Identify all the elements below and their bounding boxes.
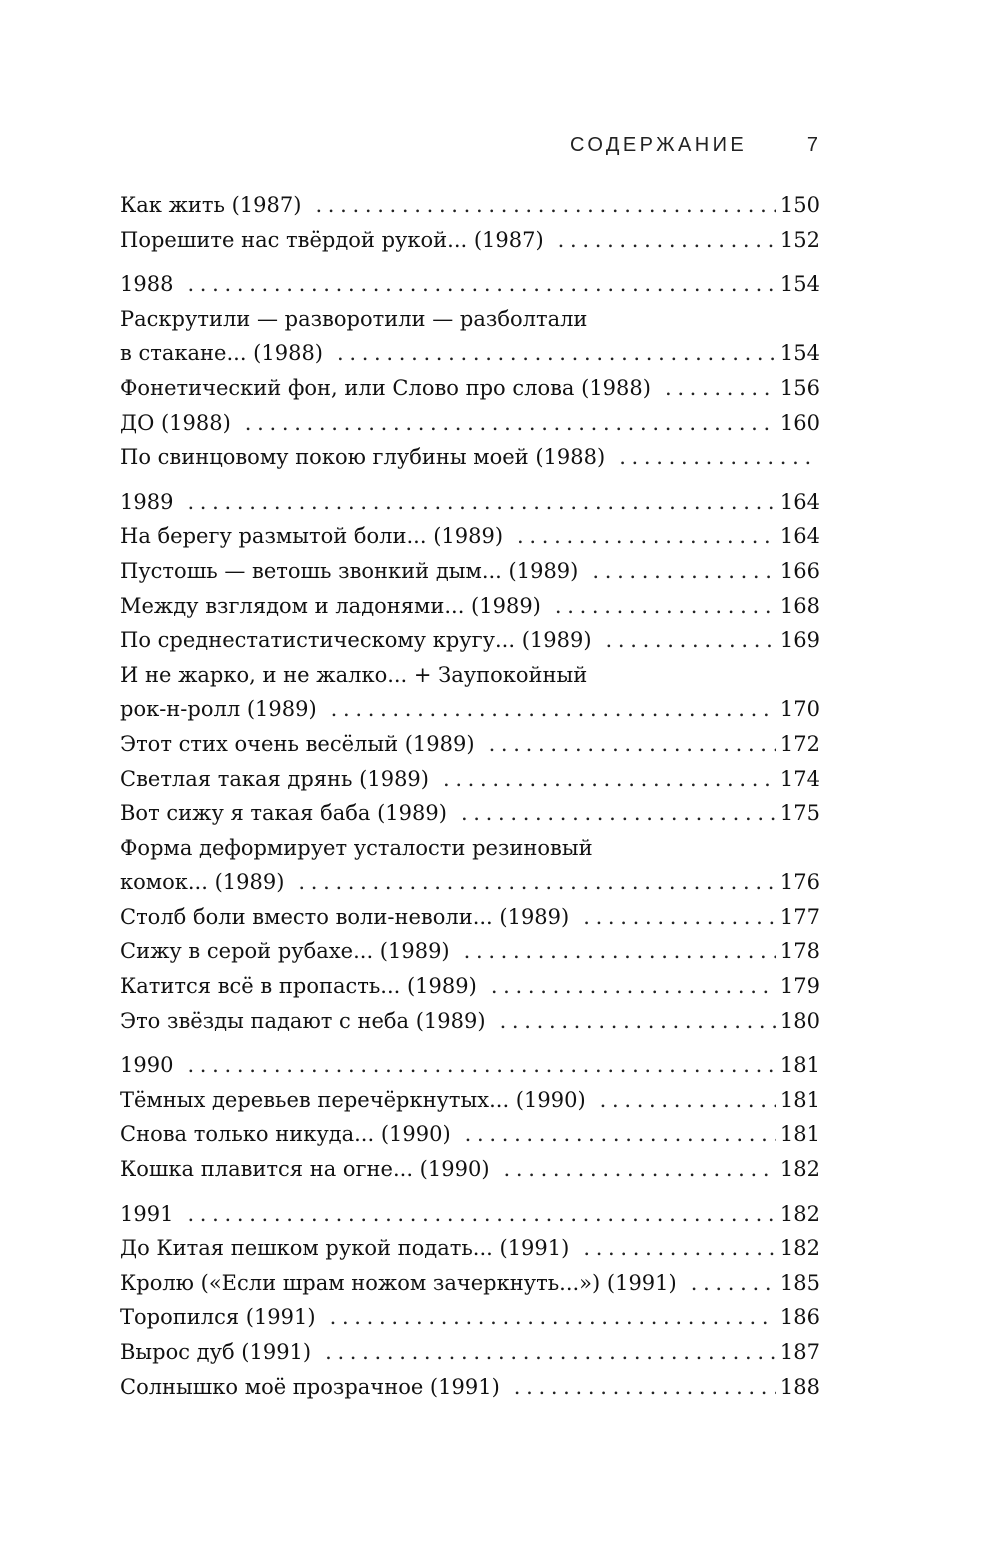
dot-leader: [461, 796, 776, 831]
dot-leader: [245, 406, 776, 441]
dot-leader: [517, 519, 776, 554]
toc-entry-line: [120, 1048, 820, 1083]
toc-year-heading: [120, 485, 820, 520]
toc-entry-title: Кошка плавится на огне... (1990): [120, 1157, 490, 1182]
dot-leader: [555, 589, 776, 624]
dot-leader: [491, 969, 776, 1004]
toc-entry-line: [120, 796, 820, 831]
toc-entry-line: [120, 969, 820, 1004]
toc-entry-title: 1990: [120, 1053, 174, 1078]
toc-page-number: 177: [779, 904, 820, 929]
toc-entry-title: Столб боли вместо воли-неволи... (1989): [120, 904, 570, 929]
toc-entry: [120, 900, 820, 935]
toc-year-heading: [120, 267, 820, 302]
dot-leader: [583, 1231, 776, 1266]
toc-entry-title: Это звёзды падают с неба (1989): [120, 1008, 486, 1033]
toc-page-number: 182: [779, 1236, 820, 1261]
toc-entry: [120, 1152, 820, 1187]
toc-page-number: 181: [779, 1053, 820, 1078]
toc-entry-line: [120, 1266, 820, 1301]
toc-entry-line: [120, 485, 820, 520]
dot-leader: [619, 440, 816, 475]
toc-entry-title: Этот стих очень весёлый (1989): [120, 731, 475, 756]
toc-page-number: 164: [779, 489, 820, 514]
toc-entry-title: Раскрутили — разворотили — разболтали: [120, 306, 588, 331]
toc-page-number: 182: [779, 1201, 820, 1226]
dot-leader: [187, 1197, 775, 1232]
toc-entry: [120, 188, 820, 223]
toc-page-number: 164: [779, 524, 820, 549]
toc-entry-title: До Китая пешком рукой подать... (1991): [120, 1236, 570, 1261]
toc-entry-line: [120, 554, 820, 589]
toc-entry: [120, 1370, 820, 1405]
toc-entry: [120, 1231, 820, 1266]
toc-page-number: 174: [779, 766, 820, 791]
toc-entry: [120, 934, 820, 969]
toc-entry-title: 1991: [120, 1201, 174, 1226]
toc-page-number: 185: [779, 1270, 820, 1295]
toc-entry-title: Торопился (1991): [120, 1305, 316, 1330]
toc-page-number: 179: [779, 974, 820, 999]
toc-entry: [120, 1335, 820, 1370]
toc-entry: [120, 371, 820, 406]
toc-entry-line: [120, 302, 820, 337]
toc-entry-line: [120, 371, 820, 406]
toc-entry-line: [120, 1335, 820, 1370]
table-of-contents: [120, 188, 820, 1404]
toc-entry-line: [120, 406, 820, 441]
toc-entry: [120, 1004, 820, 1039]
dot-leader: [558, 223, 776, 258]
toc-entry-title: 1989: [120, 489, 174, 514]
toc-page-number: 154: [779, 341, 820, 366]
dot-leader: [514, 1370, 776, 1405]
dot-leader: [606, 623, 776, 658]
dot-leader: [583, 900, 776, 935]
toc-entry-line: [120, 440, 820, 475]
toc-entry: [120, 302, 820, 371]
toc-entry-line: [120, 1231, 820, 1266]
toc-entry-title: Снова только никуда... (1990): [120, 1122, 451, 1147]
toc-entry-line: [120, 831, 820, 866]
dot-leader: [337, 336, 776, 371]
toc-entry-line: [120, 900, 820, 935]
toc-page-number: 178: [779, 939, 820, 964]
toc-page-number: 150: [779, 193, 820, 217]
running-header: [570, 134, 820, 164]
toc-entry-title: 1988: [120, 272, 174, 297]
toc-entry-title: Пустошь — ветошь звонкий дым... (1989): [120, 558, 579, 583]
dot-leader: [665, 371, 776, 406]
dot-leader: [331, 692, 776, 727]
toc-entry: [120, 796, 820, 831]
toc-page-number: 160: [779, 410, 820, 435]
toc-entry-title: Сижу в серой рубахе... (1989): [120, 939, 450, 964]
toc-entry-title: Кролю («Если шрам ножом зачеркнуть...») (1991): [120, 1270, 677, 1295]
toc-entry-title: На берегу размытой боли... (1989): [120, 524, 504, 549]
toc-page-number: 156: [779, 375, 820, 400]
toc-entry-title: И не жарко, и не жалко... + Заупокойный: [120, 662, 588, 687]
toc-entry-line: [120, 1197, 820, 1232]
toc-entry: [120, 658, 820, 727]
toc-page-number: 181: [779, 1087, 820, 1112]
toc-year-heading: [120, 1197, 820, 1232]
toc-entry-title: Катится всё в пропасть... (1989): [120, 974, 477, 999]
toc-entry-title: Тёмных деревьев перечёркнутых... (1990): [120, 1087, 586, 1112]
toc-page-number: 172: [779, 731, 820, 756]
dot-leader: [691, 1266, 776, 1301]
toc-year-heading: [120, 1048, 820, 1083]
toc-page-number: 170: [779, 697, 820, 722]
toc-entry-line: [120, 1300, 820, 1335]
toc-entry: [120, 727, 820, 762]
dot-leader: [600, 1083, 776, 1118]
toc-entry: [120, 1117, 820, 1152]
dot-leader: [465, 1117, 776, 1152]
toc-entry-title: По среднестатистическому кругу... (1989): [120, 628, 592, 653]
dot-leader: [330, 1300, 776, 1335]
dot-leader: [489, 727, 776, 762]
toc-page-number: 168: [779, 593, 820, 618]
dot-leader: [504, 1152, 776, 1187]
dot-leader: [443, 762, 776, 797]
toc-entry: [120, 969, 820, 1004]
header-page-number: 7: [806, 134, 818, 156]
toc-entry: [120, 1083, 820, 1118]
toc-entry-line: [120, 188, 820, 223]
toc-page-number: 188: [779, 1374, 820, 1399]
toc-entry-line: [120, 658, 820, 693]
toc-entry-line: [120, 519, 820, 554]
dot-leader: [187, 267, 775, 302]
toc-entry-line: [120, 934, 820, 969]
dot-leader: [315, 188, 775, 223]
dot-leader: [325, 1335, 776, 1370]
dot-leader: [592, 554, 776, 589]
toc-page-number: 176: [779, 870, 820, 895]
toc-entry-line: [120, 865, 820, 900]
dot-leader: [464, 934, 776, 969]
toc-entry-title: Как жить (1987): [120, 193, 302, 217]
toc-page-number: 166: [779, 558, 820, 583]
toc-page-number: 154: [779, 272, 820, 297]
toc-entry-title: Светлая такая дрянь (1989): [120, 766, 429, 791]
toc-entry-line: [120, 1083, 820, 1118]
toc-entry: [120, 831, 820, 900]
toc-entry-line: [120, 223, 820, 258]
toc-entry-line: [120, 1004, 820, 1039]
toc-entry-title: Фонетический фон, или Слово про слова (1988): [120, 375, 651, 400]
toc-entry: [120, 554, 820, 589]
toc-entry-line: [120, 589, 820, 624]
toc-entry-title: Порешите нас твёрдой рукой... (1987): [120, 227, 544, 252]
toc-entry-title: Между взглядом и ладонями... (1989): [120, 593, 541, 618]
toc-page-number: 186: [779, 1305, 820, 1330]
toc-page-number: 180: [779, 1008, 820, 1033]
toc-page-number: 175: [779, 801, 820, 826]
toc-entry-line: [120, 1117, 820, 1152]
dot-leader: [500, 1004, 776, 1039]
toc-entry: [120, 223, 820, 258]
toc-page-number: 169: [779, 628, 820, 653]
toc-page-number: 181: [779, 1122, 820, 1147]
header-title: СОДЕРЖАНИЕ: [570, 134, 748, 156]
toc-entry-title: комок... (1989): [120, 870, 285, 895]
toc-entry: [120, 623, 820, 658]
toc-entry: [120, 406, 820, 441]
toc-entry-line: [120, 692, 820, 727]
toc-page-number: 182: [779, 1157, 820, 1182]
toc-entry-line: [120, 762, 820, 797]
toc-entry: [120, 589, 820, 624]
toc-entry-line: [120, 336, 820, 371]
toc-entry: [120, 762, 820, 797]
toc-entry-title: По свинцовому покою глубины моей (1988): [120, 445, 606, 470]
toc-entry-title: Солнышко моё прозрачное (1991): [120, 1374, 500, 1399]
dot-leader: [187, 485, 775, 520]
toc-entry-line: [120, 267, 820, 302]
toc-entry: [120, 1266, 820, 1301]
toc-entry-title: ДО (1988): [120, 410, 231, 435]
toc-entry: [120, 440, 820, 475]
dot-leader: [298, 865, 776, 900]
toc-page-number: 187: [779, 1340, 820, 1364]
toc-entry-line: [120, 727, 820, 762]
toc-entry-title: рок-н-ролл (1989): [120, 697, 317, 722]
toc-entry: [120, 1300, 820, 1335]
toc-entry-title: в стакане... (1988): [120, 341, 323, 366]
toc-entry-line: [120, 623, 820, 658]
toc-entry-line: [120, 1370, 820, 1405]
toc-entry-title: Вот сижу я такая баба (1989): [120, 801, 447, 826]
toc-page-number: 152: [779, 227, 820, 252]
dot-leader: [187, 1048, 775, 1083]
toc-entry: [120, 519, 820, 554]
toc-entry-title: Вырос дуб (1991): [120, 1340, 312, 1364]
toc-entry-line: [120, 1152, 820, 1187]
toc-entry-title: Форма деформирует усталости резиновый: [120, 835, 593, 860]
